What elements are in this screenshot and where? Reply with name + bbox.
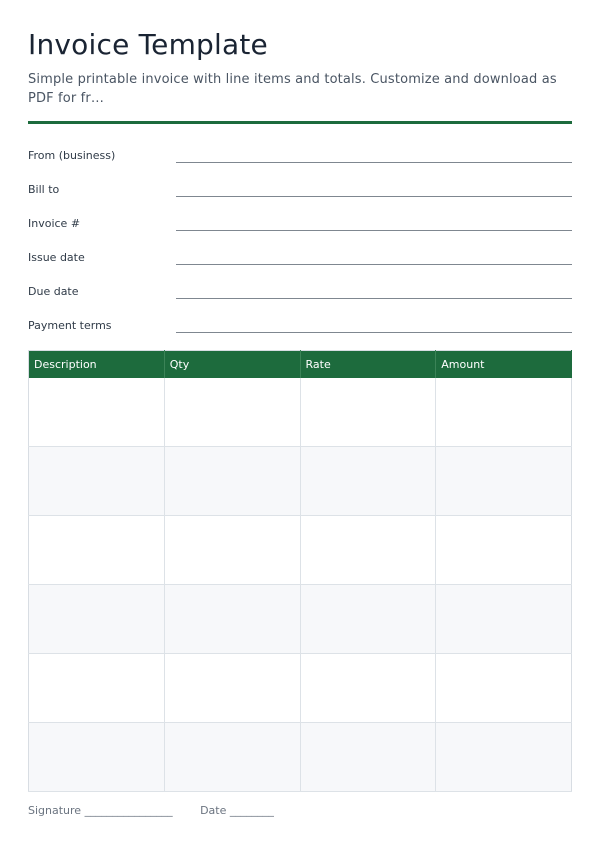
table-cell[interactable] xyxy=(436,654,572,723)
field-label: Bill to xyxy=(28,183,60,196)
table-cell[interactable] xyxy=(436,585,572,654)
signature-footer xyxy=(28,804,274,817)
table-header-row xyxy=(29,351,572,378)
table-cell[interactable] xyxy=(436,516,572,585)
field-label: Due date xyxy=(28,285,79,298)
table-cell[interactable] xyxy=(29,585,165,654)
from-business-fill-line[interactable] xyxy=(176,162,572,163)
field-bill-to xyxy=(28,172,572,206)
field-issue-date xyxy=(28,240,572,274)
table-cell[interactable] xyxy=(300,447,436,516)
table-row xyxy=(29,516,572,585)
table-cell[interactable] xyxy=(164,654,300,723)
table-cell[interactable] xyxy=(29,378,165,447)
field-label: From (business) xyxy=(28,149,116,162)
table-cell[interactable] xyxy=(164,516,300,585)
invoice-fields xyxy=(28,138,572,342)
table-cell[interactable] xyxy=(300,723,436,792)
header-divider xyxy=(28,121,572,124)
bill-to-fill-line[interactable] xyxy=(176,196,572,197)
table-cell[interactable] xyxy=(164,378,300,447)
table-row xyxy=(29,654,572,723)
column-header-rate: Rate xyxy=(300,351,436,378)
date-line: Date ________ xyxy=(200,804,274,817)
due-date-fill-line[interactable] xyxy=(176,298,572,299)
table-cell[interactable] xyxy=(436,378,572,447)
table-cell[interactable] xyxy=(29,516,165,585)
column-header-description: Description xyxy=(29,351,165,378)
invoice-number-fill-line[interactable] xyxy=(176,230,572,231)
issue-date-fill-line[interactable] xyxy=(176,264,572,265)
field-label: Invoice # xyxy=(28,217,81,230)
table-cell[interactable] xyxy=(29,654,165,723)
table-cell[interactable] xyxy=(164,585,300,654)
invoice-page xyxy=(28,0,572,848)
table-cell[interactable] xyxy=(436,447,572,516)
table-row xyxy=(29,585,572,654)
table-row xyxy=(29,723,572,792)
table-cell[interactable] xyxy=(300,378,436,447)
payment-terms-fill-line[interactable] xyxy=(176,332,572,333)
table-cell[interactable] xyxy=(300,516,436,585)
field-label: Issue date xyxy=(28,251,85,264)
table-cell[interactable] xyxy=(164,723,300,792)
table-cell[interactable] xyxy=(300,654,436,723)
line-items-table xyxy=(28,350,572,792)
table-cell[interactable] xyxy=(29,723,165,792)
table-row xyxy=(29,378,572,447)
signature-line: Signature ________________ xyxy=(28,804,173,817)
table-row xyxy=(29,447,572,516)
field-invoice-number xyxy=(28,206,572,240)
table-cell[interactable] xyxy=(29,447,165,516)
table-cell[interactable] xyxy=(300,585,436,654)
field-due-date xyxy=(28,274,572,308)
field-from-business xyxy=(28,138,572,172)
column-header-qty: Qty xyxy=(164,351,300,378)
page-subtitle: Simple printable invoice with line items and totals. Customize and download as PDF for fr… xyxy=(28,72,557,106)
column-header-amount: Amount xyxy=(436,351,572,378)
field-payment-terms xyxy=(28,308,572,342)
table-cell[interactable] xyxy=(436,723,572,792)
table-cell[interactable] xyxy=(164,447,300,516)
field-label: Payment terms xyxy=(28,319,112,332)
page-title: Invoice Template xyxy=(28,28,268,61)
